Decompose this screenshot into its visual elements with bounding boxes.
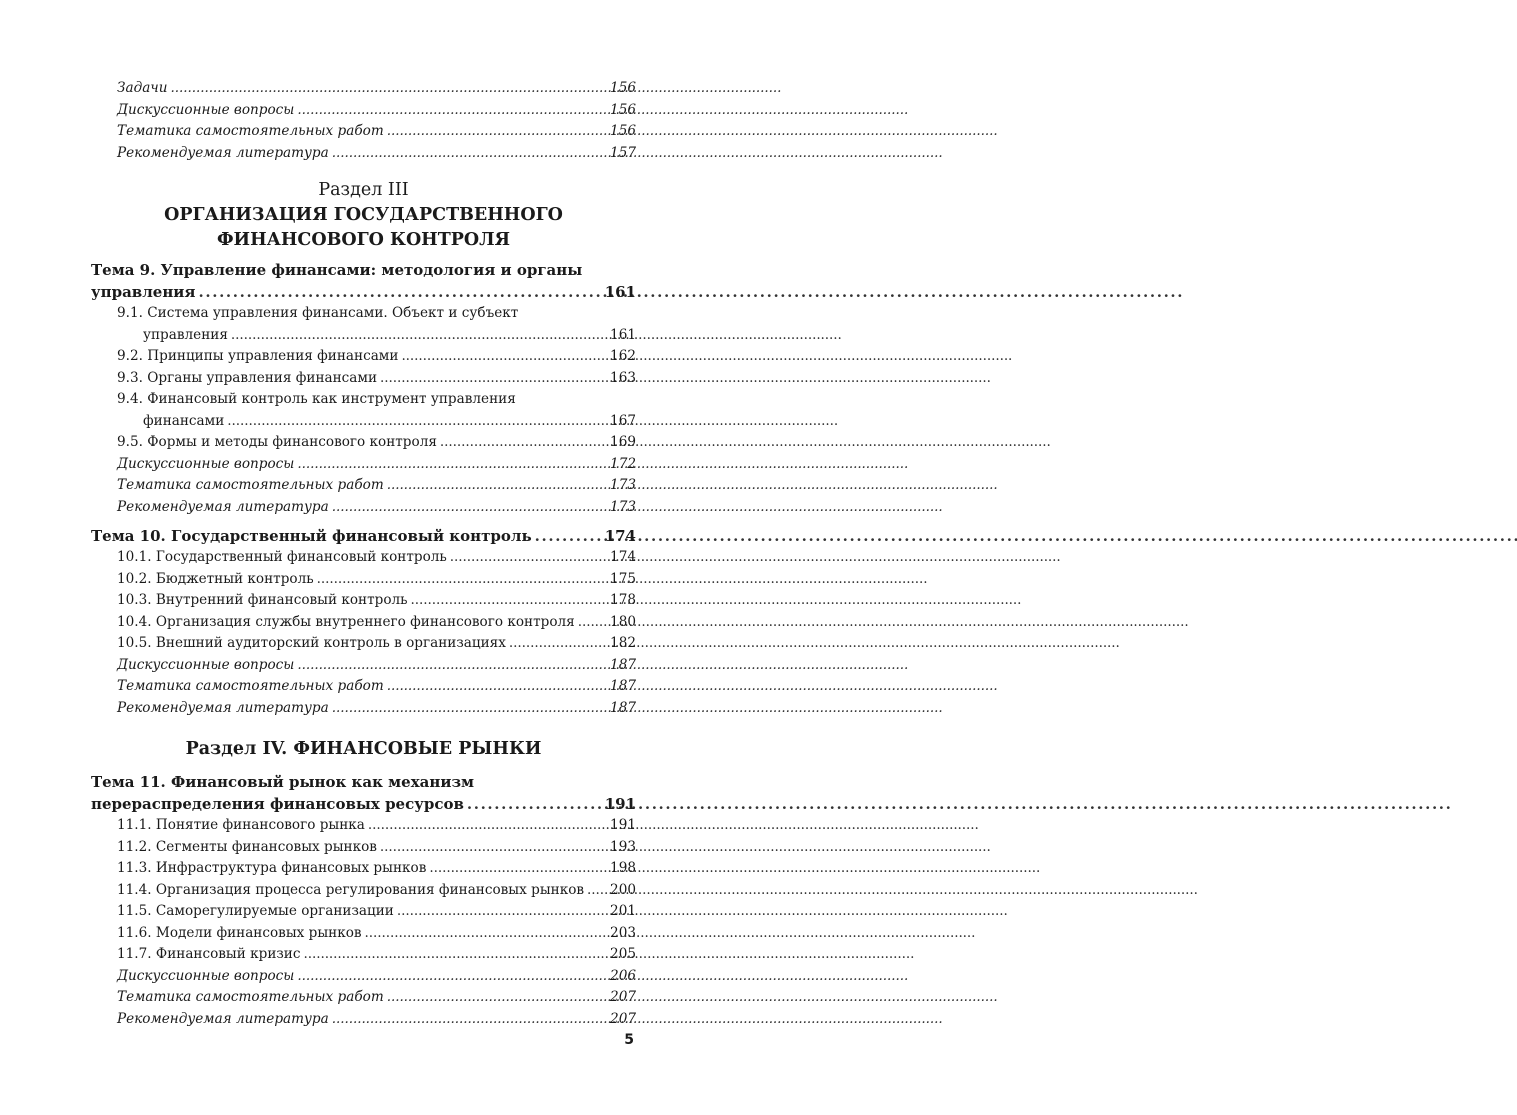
toc-entry-discussion[interactable]: Дискуссионные вопросы . . . 156 [91, 100, 636, 122]
toc-entry-11-7[interactable]: 11.7. Финансовый кризис . . . 205 [91, 944, 636, 966]
toc-entry-independent-work[interactable]: Тематика самостоятельных работ . . . 156 [91, 121, 636, 143]
table-of-contents [91, 78, 636, 1030]
toc-theme-9[interactable] [91, 259, 636, 303]
theme-title-line: управления . . . 161 [91, 281, 636, 303]
toc-entry-10-1[interactable]: 10.1. Государственный финансовый контроль . . . 174 [91, 547, 636, 569]
section-heading-3: Раздел III ОРГАНИЗАЦИЯ ГОСУДАРСТВЕННОГО ФИНАНСОВОГО КОНТРОЛЯ [164, 180, 563, 250]
toc-entry-literature[interactable]: Рекомендуемая литература . . . 187 [91, 698, 636, 720]
toc-theme-11[interactable] [91, 771, 636, 815]
section-heading-4: Раздел IV. ФИНАНСОВЫЕ РЫНКИ [185, 739, 542, 759]
toc-entry-discussion[interactable]: Дискуссионные вопросы . . . 172 [91, 454, 636, 476]
document-page [0, 0, 726, 1115]
toc-entry-independent-work[interactable]: Тематика самостоятельных работ . . . 207 [91, 987, 636, 1009]
theme-title-line: перераспределения финансовых ресурсов . . . 191 [91, 793, 636, 815]
toc-entry-9-1[interactable]: 9.1. Система управления финансами. Объект и субъект управления . . . 161 [91, 303, 636, 346]
toc-entry-independent-work[interactable]: Тематика самостоятельных работ . . . 187 [91, 676, 636, 698]
toc-entry-11-5[interactable]: 11.5. Саморегулируемые организации . . . 201 [91, 901, 636, 923]
toc-entry-literature[interactable]: Рекомендуемая литература . . . 157 [91, 143, 636, 165]
toc-entry-10-5[interactable]: 10.5. Внешний аудиторский контроль в организациях . . . 182 [91, 633, 636, 655]
toc-entry-10-3[interactable]: 10.3. Внутренний финансовый контроль . . . 178 [91, 590, 636, 612]
toc-entry-11-2[interactable]: 11.2. Сегменты финансовых рынков . . . 193 [91, 837, 636, 859]
toc-entry-discussion[interactable]: Дискуссионные вопросы . . . 187 [91, 655, 636, 677]
toc-entry-11-3[interactable]: 11.3. Инфраструктура финансовых рынков . . . 198 [91, 858, 636, 880]
toc-entry-discussion[interactable]: Дискуссионные вопросы . . . 206 [91, 966, 636, 988]
toc-entry-9-5[interactable]: 9.5. Формы и методы финансового контроля . . . 169 [91, 432, 636, 454]
toc-entry-independent-work[interactable]: Тематика самостоятельных работ . . . 173 [91, 475, 636, 497]
page-number: 5 [624, 1032, 634, 1048]
toc-entry-literature[interactable]: Рекомендуемая литература . . . 173 [91, 497, 636, 519]
theme-title-line: Тема 9. Управление финансами: методология и органы [91, 261, 583, 279]
toc-entry-9-4[interactable]: 9.4. Финансовый контроль как инструмент управления финансами . . . 167 [91, 389, 636, 432]
theme-title-line: Тема 11. Финансовый рынок как механизм [91, 773, 475, 791]
toc-entry-9-2[interactable]: 9.2. Принципы управления финансами . . . 162 [91, 346, 636, 368]
toc-entry-literature[interactable]: Рекомендуемая литература . . . 207 [91, 1009, 636, 1031]
toc-entry-tasks[interactable]: Задачи . . . 156 [91, 78, 636, 100]
toc-entry-9-3[interactable]: 9.3. Органы управления финансами . . . 163 [91, 368, 636, 390]
toc-entry-10-2[interactable]: 10.2. Бюджетный контроль . . . 175 [91, 569, 636, 591]
toc-entry-11-4[interactable]: 11.4. Организация процесса регулирования финансовых рынков . . . 200 [91, 880, 636, 902]
toc-entry-11-1[interactable]: 11.1. Понятие финансового рынка . . . 191 [91, 815, 636, 837]
toc-entry-10-4[interactable]: 10.4. Организация службы внутреннего финансового контроля . . . 180 [91, 612, 636, 634]
toc-entry-11-6[interactable]: 11.6. Модели финансовых рынков . . . 203 [91, 923, 636, 945]
toc-theme-10[interactable]: Тема 10. Государственный финансовый контроль . . . 174 [91, 525, 636, 547]
